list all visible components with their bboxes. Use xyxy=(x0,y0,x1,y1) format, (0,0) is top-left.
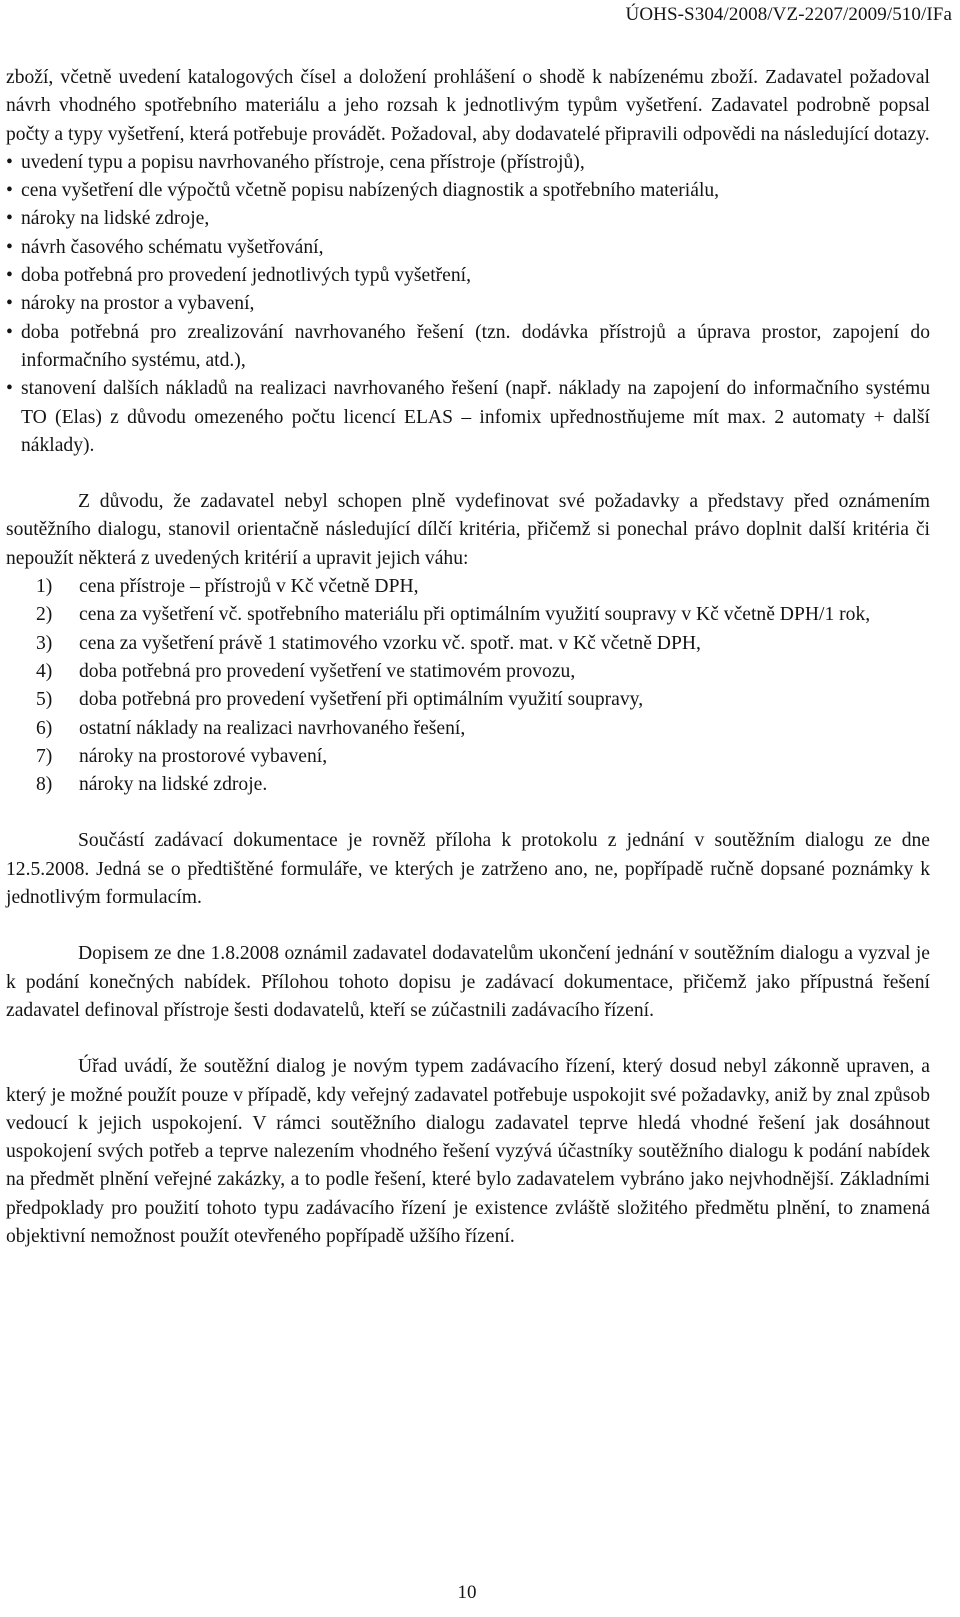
criteria-item: 1) cena přístroje – přístrojů v Kč včetně DPH, xyxy=(36,576,419,598)
document-body xyxy=(6,64,930,1251)
bullet-icon: • xyxy=(6,378,13,400)
criteria-item: 2) cena za vyšetření vč. spotřebního materiálu při optimálním využití soupravy v Kč včetně DPH/1 rok, xyxy=(36,604,871,626)
criteria-item: 5) doba potřebná pro provedení vyšetření při optimálním využití soupravy, xyxy=(36,689,644,711)
annex-paragraph: Součástí zadávací dokumentace je rovněž příloha k protokolu z jednání v soutěžním dialogu ze dne 12.5.2008. Jedná se o předtištěné formuláře, ve kterých je zatrženo ano, ne, popřípadě ručně dopsané poznámky k jednotlivým formulacím. xyxy=(6,830,930,909)
question-list xyxy=(6,149,930,460)
bullet-icon: • xyxy=(6,321,13,343)
office-paragraph: Úřad uvádí, že soutěžní dialog je novým typem zadávacího řízení, který dosud nebyl zákonně upraven, a který je možné použít pouze v případě, kdy veřejný zadavatel potřebuje uspokojit své požadavky, aniž by znal způsob vedoucí k jejich uspokojení. V rámci soutěžního dialogu zadavatel teprve hledá vhodné řešení jak dosáhnout uspokojení svých potřeb a teprve nalezením vhodného řešení vyzývá účastníky soutěžního dialogu k podání nabídek na předmět plnění veřejné zakázky, a to podle řešení, které bylo zadavatelem vybráno jako nejvhodnější. Základními předpoklady pro použití tohoto typu zadávacího řízení je existence zvláště složitého předmětu plnění, to znamená objektivní nemožnost použít otevřeného popřípadě užšího řízení. xyxy=(6,1056,930,1247)
letter-paragraph: Dopisem ze dne 1.8.2008 oznámil zadavatel dodavatelům ukončení jednání v soutěžním dialogu a vyzval je k podání konečných nabídek. Přílohou tohoto dopisu je zadávací dokumentace, přičemž jako přípustná řešení zadavatel definoval přístroje šesti dodavatelů, kteří se zúčastnili zadávacího řízení. xyxy=(6,943,930,1021)
bullet-icon: • xyxy=(6,236,13,258)
intro-paragraph: zboží, včetně uvedení katalogových čísel a doložení prohlášení o shodě k nabízenému zboží. Zadavatel požadoval návrh vhodného spotřebního materiálu a jeho rozsah k jednotlivým typům vyšetření. Zadavatel podrobně popsal počty a typy vyšetření, která potřebuje provádět. Požadoval, aby dodavatelé připravili odpovědi na následující dotazy. xyxy=(6,67,930,145)
bullet-icon: • xyxy=(6,208,13,230)
criteria-item: 6) ostatní náklady na realizaci navrhovaného řešení, xyxy=(36,717,466,739)
list-item: • uvedení typu a popisu navrhovaného přístroje, cena přístroje (přístrojů), xyxy=(6,149,930,177)
page-number: 10 xyxy=(457,1582,477,1603)
bullet-icon: • xyxy=(6,180,13,202)
list-item: • doba potřebná pro provedení jednotlivých typů vyšetření, xyxy=(6,262,930,290)
list-item: • cena vyšetření dle výpočtů včetně popisu nabízených diagnostik a spotřebního materiálu, xyxy=(6,177,930,205)
bullet-icon: • xyxy=(6,151,13,173)
list-item: • stanovení dalších nákladů na realizaci navrhovaného řešení (např. náklady na zapojení do informačního systému TO (Elas) z důvodu omezeného počtu licencí ELAS – infomix upřednostňujeme mít max. 2 automaty + další náklady). xyxy=(6,375,930,460)
list-item: • doba potřebná pro zrealizování navrhovaného řešení (tzn. dodávka přístrojů a úprava prostor, zapojení do informačního systému, atd.), xyxy=(6,319,930,376)
bullet-icon: • xyxy=(6,293,13,315)
criteria-item: 4) doba potřebná pro provedení vyšetření ve statimovém provozu, xyxy=(36,660,576,682)
criteria-list xyxy=(6,573,930,799)
criteria-item: 8) nároky na lidské zdroje. xyxy=(36,774,268,796)
criteria-item: 7) nároky na prostorové vybavení, xyxy=(36,745,328,767)
criteria-paragraph: Z důvodu, že zadavatel nebyl schopen plně vydefinovat své požadavky a představy před oznámením soutěžního dialogu, stanovil orientačně následující dílčí kritéria, přičemž si ponechal právo doplnit další kritéria či nepoužít některá z uvedených kritérií a upravit jejich váhu: xyxy=(6,491,930,569)
list-item: • nároky na prostor a vybavení, xyxy=(6,290,930,318)
document-reference: ÚOHS-S304/2008/VZ-2207/2009/510/IFa xyxy=(625,4,952,25)
bullet-icon: • xyxy=(6,265,13,287)
criteria-item: 3) cena za vyšetření právě 1 statimového vzorku vč. spotř. mat. v Kč včetně DPH, xyxy=(36,632,701,654)
list-item: • nároky na lidské zdroje, xyxy=(6,205,930,233)
list-item: • návrh časového schématu vyšetřování, xyxy=(6,234,930,262)
